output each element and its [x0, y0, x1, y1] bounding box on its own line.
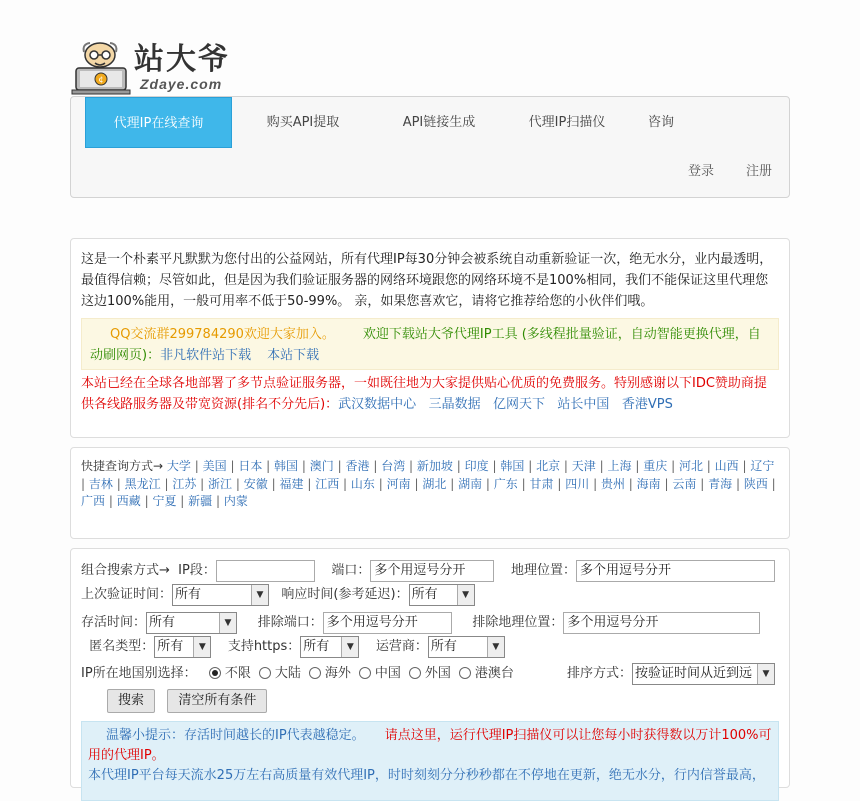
separator: | [194, 459, 199, 473]
separator: | [671, 459, 676, 473]
quick-link[interactable]: 澳门 [309, 459, 334, 473]
quick-link[interactable]: 新加坡 [416, 459, 453, 473]
search-row-3 [81, 611, 760, 635]
separator: | [742, 459, 747, 473]
separator: | [271, 476, 276, 491]
chevron-down-icon: ▼ [487, 637, 504, 657]
separator: | [266, 459, 271, 473]
separator: | [108, 494, 113, 508]
exclude-port-label: 排除端口： [257, 615, 323, 630]
search-button[interactable]: 搜索 [107, 689, 155, 713]
separator: | [492, 459, 497, 473]
separator: | [450, 476, 455, 491]
search-row-6 [107, 689, 267, 713]
separator: | [557, 476, 562, 491]
region-option-label: 大陆 [274, 666, 301, 681]
quick-link[interactable]: 印度 [464, 459, 489, 473]
separator: | [593, 476, 598, 491]
quick-link[interactable]: 山东 [350, 476, 375, 491]
survive-value: 所有 [149, 614, 176, 630]
separator: | [628, 476, 633, 491]
response-select[interactable] [409, 584, 475, 606]
isp-value: 所有 [430, 638, 457, 654]
quick-link[interactable]: 江苏 [172, 476, 197, 491]
region-option-label: 不限 [224, 666, 251, 681]
register-link[interactable]: 注册 [746, 164, 773, 179]
https-select[interactable] [300, 636, 359, 658]
separator: | [180, 494, 185, 508]
survive-select[interactable] [146, 612, 237, 634]
sponsor-link[interactable]: 亿网天下 [493, 397, 546, 412]
separator: | [343, 476, 348, 491]
quick-link[interactable]: 湖南 [458, 476, 483, 491]
sponsor-intro: 本站已经在全球各地部署了多节点验证服务器，一如既往地为大家提供贴心优质的免费服务。特别感谢以下IDC赞助商提供各线路服务器及带宽资源(排名不分先后)： [81, 376, 767, 412]
separator: | [409, 459, 414, 473]
quick-link[interactable]: 台湾 [381, 459, 406, 473]
separator: | [521, 476, 526, 491]
separator: | [337, 459, 342, 473]
anon-label: 匿名类型： [89, 639, 155, 654]
site-logo[interactable] [70, 38, 260, 96]
geo-input[interactable]: 多个用逗号分开 [576, 560, 775, 582]
ip-label: IP段： [178, 563, 216, 578]
ip-segment-input[interactable] [216, 560, 315, 582]
separator: | [144, 494, 149, 508]
region-radio-group [201, 666, 514, 681]
separator: | [230, 459, 235, 473]
quick-link[interactable]: 湖北 [422, 476, 447, 491]
separator: | [307, 476, 312, 491]
region-option[interactable] [259, 666, 301, 681]
quick-link[interactable]: 吉林 [88, 476, 113, 491]
quick-link[interactable]: 天津 [571, 459, 596, 473]
sponsor-link[interactable]: 武汉数据中心 [338, 397, 417, 412]
quick-link[interactable]: 内蒙 [223, 494, 248, 508]
svg-text:¢: ¢ [98, 75, 104, 84]
response-value: 所有 [411, 586, 438, 602]
tab-api-link[interactable]: API链接生成 [402, 115, 476, 130]
main-nav [70, 96, 790, 198]
quick-link[interactable]: 浙江 [208, 476, 233, 491]
region-option[interactable] [409, 666, 451, 681]
quick-link[interactable]: 河北 [678, 459, 703, 473]
quick-link[interactable]: 山西 [714, 459, 739, 473]
chevron-down-icon: ▼ [757, 664, 774, 684]
region-option-label: 中国 [374, 666, 401, 681]
last-verify-label: 上次验证时间： [81, 587, 173, 602]
intro-panel [70, 238, 790, 438]
separator: | [456, 459, 461, 473]
download-text: 欢迎下载站大爷代理IP工具 (多线程批量验证，自动智能更换代理，自动刷网页)： [90, 327, 761, 363]
chevron-down-icon: ▼ [219, 613, 236, 633]
quick-link[interactable]: 四川 [565, 476, 590, 491]
logo-title: 站大爷 [134, 42, 230, 77]
quick-link[interactable]: 日本 [238, 459, 263, 473]
sort-value: 按验证时间从近到远 [635, 665, 753, 681]
tab-proxy-scanner[interactable]: 代理IP扫描仪 [528, 115, 606, 130]
separator: | [235, 476, 240, 491]
separator: | [735, 476, 740, 491]
chevron-down-icon: ▼ [457, 585, 474, 605]
quick-link[interactable]: 重庆 [643, 459, 668, 473]
intro-text: 这是一个朴素平凡默默为您付出的公益网站，所有代理IP每30分钟会被系统自动重新验证一次，绝无水分，业内最透明，最值得信赖；尽管如此，但是因为我们验证服务器的网络环境跟您的网络环境不是100%相同，我们不能保证这里代理您这边100%能用，一般可用率不低于50-99%。 亲，如果您喜欢它，请将它推荐给您的小伙伴们哦。 [81, 252, 773, 309]
quick-link[interactable]: 西藏 [116, 494, 141, 508]
download-link-feifan[interactable]: 非凡软件站下载 [160, 348, 252, 363]
logo-subtitle: Zdaye.com [140, 76, 223, 92]
region-option[interactable] [359, 666, 401, 681]
download-link-local[interactable]: 本站下载 [267, 348, 320, 363]
quick-link[interactable]: 黑龙江 [124, 476, 161, 491]
quick-links [81, 458, 779, 511]
quick-link[interactable]: 青海 [708, 476, 733, 491]
quick-link[interactable]: 宁夏 [152, 494, 177, 508]
quick-link[interactable]: 辽宁 [750, 459, 775, 473]
quick-link[interactable]: 河南 [386, 476, 411, 491]
region-option[interactable] [459, 666, 514, 681]
region-label: IP所在地国别选择： [81, 666, 197, 681]
separator: | [706, 459, 711, 473]
quick-link[interactable]: 福建 [279, 476, 304, 491]
separator: | [771, 476, 776, 491]
separator: | [116, 476, 121, 491]
quick-link[interactable]: 韩国 [500, 459, 525, 473]
region-option[interactable] [309, 666, 351, 681]
quick-link[interactable]: 广西 [81, 494, 106, 508]
separator: | [373, 459, 378, 473]
sponsor-link[interactable]: 站长中国 [557, 397, 610, 412]
sort-label: 排序方式： [567, 666, 633, 681]
sort-select[interactable] [632, 663, 775, 685]
radio-icon[interactable] [309, 667, 321, 679]
region-option-label: 外国 [424, 666, 451, 681]
quick-link[interactable]: 韩国 [274, 459, 299, 473]
quick-link[interactable]: 贵州 [600, 476, 625, 491]
quick-link[interactable]: 江西 [315, 476, 340, 491]
separator: | [635, 459, 640, 473]
radio-icon[interactable] [259, 667, 271, 679]
search-row-4 [81, 635, 505, 659]
separator: | [164, 476, 169, 491]
quick-link[interactable]: 广东 [493, 476, 518, 491]
last-verify-value: 所有 [175, 586, 202, 602]
radio-icon[interactable] [359, 667, 371, 679]
tip-label: 温馨小提示：存活时间越长的IP代表越稳定。 [106, 728, 365, 743]
separator: | [485, 476, 490, 491]
separator: | [700, 476, 705, 491]
search-row-5 [81, 662, 781, 686]
anon-value: 所有 [157, 638, 184, 654]
clear-conditions-button[interactable]: 清空所有条件 [167, 689, 267, 713]
separator: | [378, 476, 383, 491]
chevron-down-icon: ▼ [251, 585, 268, 605]
chevron-down-icon: ▼ [193, 637, 210, 657]
quick-link[interactable]: 大学 [166, 459, 191, 473]
region-option[interactable] [209, 666, 251, 681]
isp-label: 运营商： [375, 639, 428, 654]
tab-consult[interactable]: 咨询 [647, 115, 674, 130]
quick-link[interactable]: 甘肃 [529, 476, 554, 491]
https-value: 所有 [303, 638, 330, 654]
quick-link[interactable]: 云南 [672, 476, 697, 491]
radio-icon[interactable] [459, 667, 471, 679]
quick-label: 快捷查询方式→ [81, 459, 164, 473]
combo-label: 组合搜索方式→ [81, 563, 170, 578]
geo-label: 地理位置： [510, 563, 576, 578]
sort-group [567, 662, 775, 686]
quick-link[interactable]: 海南 [636, 476, 661, 491]
tab-buy-api[interactable]: 购买API提取 [266, 115, 340, 130]
quick-link[interactable]: 香港 [345, 459, 370, 473]
radio-icon[interactable] [209, 667, 221, 679]
isp-select[interactable] [428, 636, 505, 658]
exclude-geo-input[interactable]: 多个用逗号分开 [563, 612, 760, 634]
sponsor-text [81, 373, 779, 415]
search-row-2 [81, 583, 475, 607]
chevron-down-icon: ▼ [341, 637, 358, 657]
port-label: 端口： [331, 563, 371, 578]
tab-proxy-query[interactable]: 代理IP在线查询 [85, 97, 232, 148]
separator: | [599, 459, 604, 473]
tip-box [81, 721, 779, 801]
quick-link[interactable]: 上海 [607, 459, 632, 473]
qq-group-text: QQ交流群299784290欢迎大家加入。 [110, 327, 335, 342]
search-panel [70, 548, 790, 788]
separator: | [216, 494, 221, 508]
port-input[interactable]: 多个用逗号分开 [370, 560, 494, 582]
https-label: 支持https： [227, 639, 301, 654]
mascot-icon [70, 40, 132, 96]
separator: | [664, 476, 669, 491]
survive-label: 存活时间： [81, 615, 147, 630]
quick-link[interactable]: 美国 [202, 459, 227, 473]
login-link[interactable]: 登录 [688, 164, 715, 179]
exclude-geo-label: 排除地理位置： [472, 615, 564, 630]
separator: | [563, 459, 568, 473]
download-notice [81, 318, 779, 370]
separator: | [301, 459, 306, 473]
anon-select[interactable] [154, 636, 211, 658]
tip-more-text: 本代理IP平台每天流水25万左右高质量有效代理IP，时时刻刻分分秒秒都在不停地在更新，绝无水分，行内信誉最高， [88, 768, 765, 783]
separator: | [414, 476, 419, 491]
tip-scanner-link[interactable]: 请点这里，运行代理IP扫描仪可以让您每小时获得数以万计100%可用的代理IP。 [88, 728, 772, 763]
quick-link[interactable]: 北京 [536, 459, 561, 473]
response-label: 响应时间(参考延迟)： [281, 587, 409, 602]
separator: | [528, 459, 533, 473]
last-verify-select[interactable] [172, 584, 269, 606]
radio-icon[interactable] [409, 667, 421, 679]
quick-query-panel [70, 447, 790, 539]
sponsor-link[interactable]: 三晶数据 [428, 397, 481, 412]
separator: | [200, 476, 205, 491]
quick-link[interactable]: 新疆 [188, 494, 213, 508]
quick-link[interactable]: 陕西 [743, 476, 768, 491]
region-option-label: 港澳台 [474, 666, 514, 681]
quick-link[interactable]: 安徽 [243, 476, 268, 491]
sponsor-link[interactable]: 香港VPS [621, 397, 673, 412]
exclude-port-input[interactable]: 多个用逗号分开 [323, 612, 452, 634]
search-row-1 [81, 559, 775, 583]
separator: | [81, 476, 86, 491]
region-option-label: 海外 [324, 666, 351, 681]
